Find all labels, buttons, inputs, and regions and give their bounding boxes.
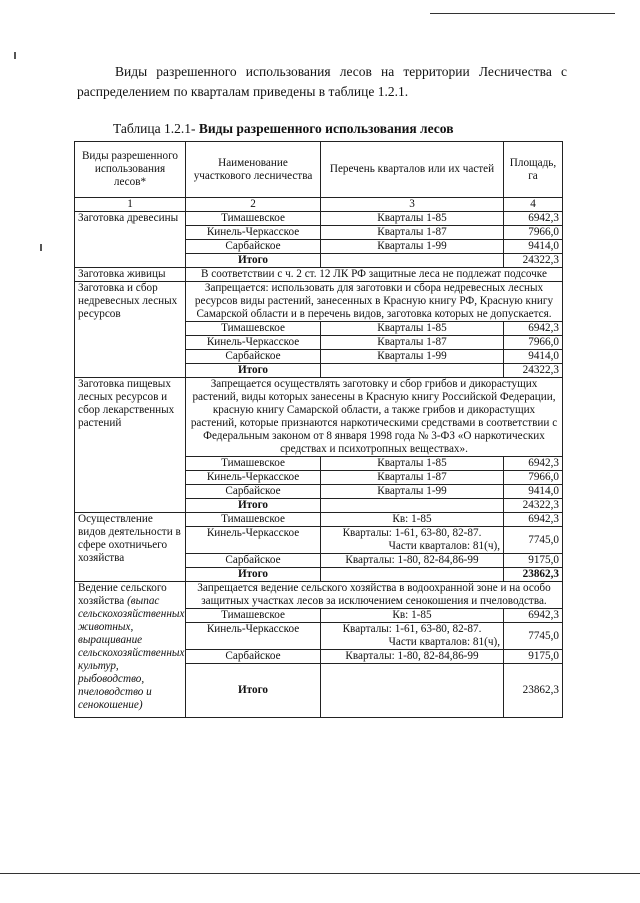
- quarters: Кварталы 1-87: [321, 336, 504, 350]
- total-area: 24322,3: [504, 364, 563, 378]
- scan-line-bottom: [0, 873, 640, 874]
- empty-cell: [321, 568, 504, 582]
- area: 9175,0: [504, 554, 563, 568]
- area: 9175,0: [504, 650, 563, 664]
- quarters: Кварталы 1-87: [321, 226, 504, 240]
- area: 9414,0: [504, 350, 563, 364]
- scan-mark: [40, 244, 42, 251]
- quarters: Кварталы 1-85: [321, 212, 504, 226]
- empty-cell: [321, 364, 504, 378]
- area: 9414,0: [504, 485, 563, 499]
- land-use-table: [74, 141, 563, 718]
- column-number: 4: [504, 198, 563, 212]
- use-type-main: Ведение сельского хозяйства: [78, 582, 167, 607]
- area: 6942,3: [504, 322, 563, 336]
- use-type-cell: Заготовка живицы: [75, 268, 186, 282]
- area: 6942,3: [504, 212, 563, 226]
- empty-cell: [321, 254, 504, 268]
- header-row: [75, 142, 563, 198]
- forestry-name: Тимашевское: [186, 457, 321, 471]
- forestry-name: Кинель-Черкасское: [186, 336, 321, 350]
- use-type-cell: Заготовка пищевых лесных ресурсов и сбор лекарственных растений: [75, 378, 186, 513]
- restriction-note: Запрещается ведение сельского хозяйства в водоохранной зоне и на особо защитных участках лесов за исключением сенокошения и пчеловодства.: [186, 582, 563, 609]
- quarters: Кварталы 1-85: [321, 322, 504, 336]
- forestry-name: Тимашевское: [186, 513, 321, 527]
- quarters-line: Части кварталов: 81(ч),: [388, 540, 500, 552]
- forestry-name: Тимашевское: [186, 609, 321, 623]
- restriction-note: Запрещается осуществлять заготовку и сбор грибов и дикорастущих растений, виды которых занесены в Красную книгу Российской Федерации, красную книгу Самарской области, а также грибов и дикорастущих растений, которые признаются наркотическими средствами в соответствии с Федеральным законом от 8 января 1998 года № 3-ФЗ «О наркотических средствах и психотропных веществах».: [186, 378, 563, 457]
- table-row: [75, 212, 563, 226]
- total-area: 23862,3: [504, 568, 563, 582]
- scan-line-top: [430, 13, 615, 14]
- quarters: Кварталы 1-87: [321, 471, 504, 485]
- column-number: 1: [75, 198, 186, 212]
- quarters: Кв: 1-85: [321, 609, 504, 623]
- quarters: Кварталы 1-99: [321, 240, 504, 254]
- scan-mark: [14, 52, 16, 59]
- use-type-cell: [75, 582, 186, 718]
- forestry-name: Сарбайское: [186, 650, 321, 664]
- total-label: Итого: [186, 254, 321, 268]
- table-row: [75, 268, 563, 282]
- area: 9414,0: [504, 240, 563, 254]
- forestry-name: Сарбайское: [186, 350, 321, 364]
- use-type-cell: Заготовка и сбор недревесных лесных ресурсов: [75, 282, 186, 378]
- empty-cell: [321, 664, 504, 718]
- forestry-name: Тимашевское: [186, 212, 321, 226]
- table-caption: Таблица 1.2.1- Виды разрешенного использования лесов: [113, 121, 454, 136]
- header-cell: Площадь, га: [504, 142, 563, 198]
- area: 7966,0: [504, 226, 563, 240]
- quarters: Кварталы 1-99: [321, 350, 504, 364]
- column-number-row: [75, 198, 563, 212]
- forestry-name: Сарбайское: [186, 240, 321, 254]
- intro-paragraph: Виды разрешенного использования лесов на территории Лесничества с распределением по кварталам приведены в таблице 1.2.1.: [77, 64, 567, 99]
- quarters-line: Части кварталов: 81(ч),: [388, 636, 500, 648]
- quarters: Кв: 1-85: [321, 513, 504, 527]
- area: 7745,0: [504, 527, 563, 554]
- forestry-name: Кинель-Черкасское: [186, 527, 321, 554]
- forestry-name: Кинель-Черкасское: [186, 226, 321, 240]
- empty-cell: [321, 499, 504, 513]
- quarters: [321, 623, 504, 650]
- area: 6942,3: [504, 513, 563, 527]
- total-area: 24322,3: [504, 499, 563, 513]
- header-cell: Перечень кварталов или их частей: [321, 142, 504, 198]
- quarters: [321, 527, 504, 554]
- quarters: Кварталы 1-99: [321, 485, 504, 499]
- quarters: Кварталы: 1-80, 82-84,86-99: [321, 554, 504, 568]
- area: 7966,0: [504, 471, 563, 485]
- total-label: Итого: [186, 664, 321, 718]
- table-row: [75, 378, 563, 457]
- use-type-cell: Заготовка древесины: [75, 212, 186, 268]
- forestry-name: Сарбайское: [186, 485, 321, 499]
- total-area: 24322,3: [504, 254, 563, 268]
- area: 7745,0: [504, 623, 563, 650]
- area: 7966,0: [504, 336, 563, 350]
- area: 6942,3: [504, 457, 563, 471]
- table-row: [75, 282, 563, 322]
- total-label: Итого: [186, 499, 321, 513]
- table-row: [75, 582, 563, 609]
- total-label: Итого: [186, 568, 321, 582]
- column-number: 3: [321, 198, 504, 212]
- restriction-note: Запрещается: использовать для заготовки и сбора недревесных лесных ресурсов виды растений, занесенных в Красную книгу РФ, Красную книгу Самарской области и в перечень видов, заготовка которых не допускается.: [186, 282, 563, 322]
- use-type-detail: (выпас сельскохозяйственных животных, выращивание сельскохозяйственных культур, рыбоводство, пчеловодство и сенокошение): [78, 595, 185, 711]
- area: 6942,3: [504, 609, 563, 623]
- quarters: Кварталы: 1-80, 82-84,86-99: [321, 650, 504, 664]
- forestry-name: Тимашевское: [186, 322, 321, 336]
- restriction-note: В соответствии с ч. 2 ст. 12 ЛК РФ защитные леса не подлежат подсочке: [186, 268, 563, 282]
- quarters: Кварталы 1-85: [321, 457, 504, 471]
- header-cell: Виды разрешенного использования лесов*: [75, 142, 186, 198]
- total-area: 23862,3: [504, 664, 563, 718]
- table-row: [75, 513, 563, 527]
- forestry-name: Кинель-Черкасское: [186, 471, 321, 485]
- use-type-cell: Осуществление видов деятельности в сфере охотничьего хозяйства: [75, 513, 186, 582]
- header-cell: Наименование участкового лесничества: [186, 142, 321, 198]
- column-number: 2: [186, 198, 321, 212]
- quarters-line: Кварталы: 1-61, 63-80, 82-87.: [342, 623, 482, 635]
- total-label: Итого: [186, 364, 321, 378]
- quarters-line: Кварталы: 1-61, 63-80, 82-87.: [342, 527, 482, 539]
- forestry-name: Кинель-Черкасское: [186, 623, 321, 650]
- forestry-name: Сарбайское: [186, 554, 321, 568]
